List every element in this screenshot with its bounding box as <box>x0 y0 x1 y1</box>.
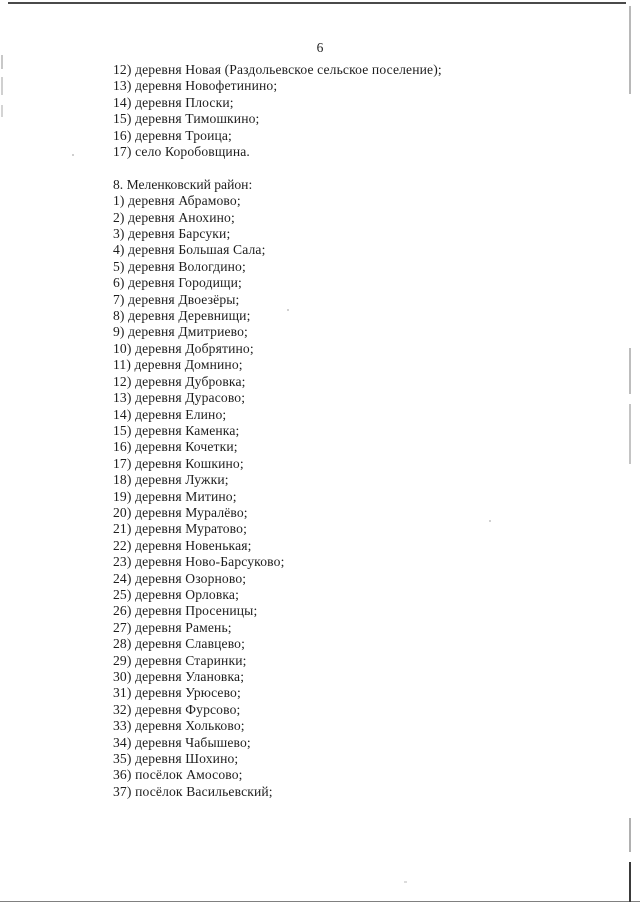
scan-edge-right <box>629 348 631 394</box>
scan-edge-right <box>629 862 631 902</box>
list-block-melenkovsky <box>113 177 593 800</box>
list-item: 12) деревня Новая (Раздольевское сельское поселение); <box>113 62 442 77</box>
paragraph-spacer <box>113 160 593 176</box>
document-body <box>113 62 593 800</box>
list-item: 32) деревня Фурсово; <box>113 701 241 717</box>
list-item: 19) деревня Митино; <box>113 488 237 504</box>
list-item: 23) деревня Ново-Барсуково; <box>113 554 285 570</box>
list-item: 33) деревня Хольково; <box>113 718 245 734</box>
list-item: 25) деревня Орловка; <box>113 586 240 602</box>
scan-edge-right <box>629 404 631 464</box>
list-item: 2) деревня Анохино; <box>113 209 235 225</box>
list-item: 36) посёлок Амосово; <box>113 767 243 783</box>
list-item: 28) деревня Славцево; <box>113 636 246 652</box>
list-item: 35) деревня Шохино; <box>113 751 239 767</box>
section-heading: 8. Меленковский район: <box>113 176 253 192</box>
list-item: 29) деревня Старинки; <box>113 652 247 668</box>
list-item: 30) деревня Улановка; <box>113 669 245 685</box>
list-item: 21) деревня Муратово; <box>113 521 247 537</box>
list-item: 3) деревня Барсуки; <box>113 226 231 242</box>
scan-edge-left <box>1 55 3 355</box>
scan-speck <box>72 154 74 156</box>
list-item: 4) деревня Большая Сала; <box>113 242 266 258</box>
list-item: 18) деревня Лужки; <box>113 472 229 488</box>
list-item: 9) деревня Дмитриево; <box>113 324 248 340</box>
list-item: 22) деревня Новенькая; <box>113 537 252 553</box>
list-item: 15) деревня Каменка; <box>113 422 240 438</box>
list-item: 14) деревня Елино; <box>113 406 227 422</box>
list-item: 12) деревня Дубровка; <box>113 373 246 389</box>
list-item: 13) деревня Новофетинино; <box>113 78 278 94</box>
list-item: 27) деревня Рамень; <box>113 619 232 635</box>
scan-edge-top <box>8 2 626 4</box>
list-item: 1) деревня Абрамово; <box>113 193 241 209</box>
list-item: 16) деревня Кочетки; <box>113 439 238 455</box>
list-item: 26) деревня Просеницы; <box>113 603 258 619</box>
list-item: 37) посёлок Васильевский; <box>113 783 273 799</box>
list-item: 16) деревня Троица; <box>113 127 232 143</box>
scan-speck <box>404 881 407 883</box>
list-item: 17) деревня Кошкино; <box>113 455 244 471</box>
list-item: 8) деревня Деревнищи; <box>113 308 251 324</box>
list-item: 11) деревня Домнино; <box>113 357 243 373</box>
list-item: 14) деревня Плоски; <box>113 94 234 110</box>
scan-edge-bottom <box>0 901 640 902</box>
scan-edge-right <box>629 818 631 852</box>
list-item: 24) деревня Озорново; <box>113 570 247 586</box>
list-item: 6) деревня Городищи; <box>113 275 242 291</box>
list-item: 15) деревня Тимошкино; <box>113 111 260 127</box>
list-item: 17) село Коробовщина. <box>113 144 250 160</box>
page-number: 6 <box>316 40 324 55</box>
list-item: 7) деревня Двоезёры; <box>113 291 240 307</box>
list-item: 34) деревня Чабышево; <box>113 734 251 750</box>
list-item: 5) деревня Вологдино; <box>113 258 246 274</box>
list-item: 20) деревня Муралёво; <box>113 504 248 520</box>
list-item: 13) деревня Дурасово; <box>113 390 246 406</box>
list-item: 31) деревня Урюсево; <box>113 685 241 701</box>
list-block-continued <box>113 62 593 160</box>
list-item: 10) деревня Добрятино; <box>113 340 254 356</box>
